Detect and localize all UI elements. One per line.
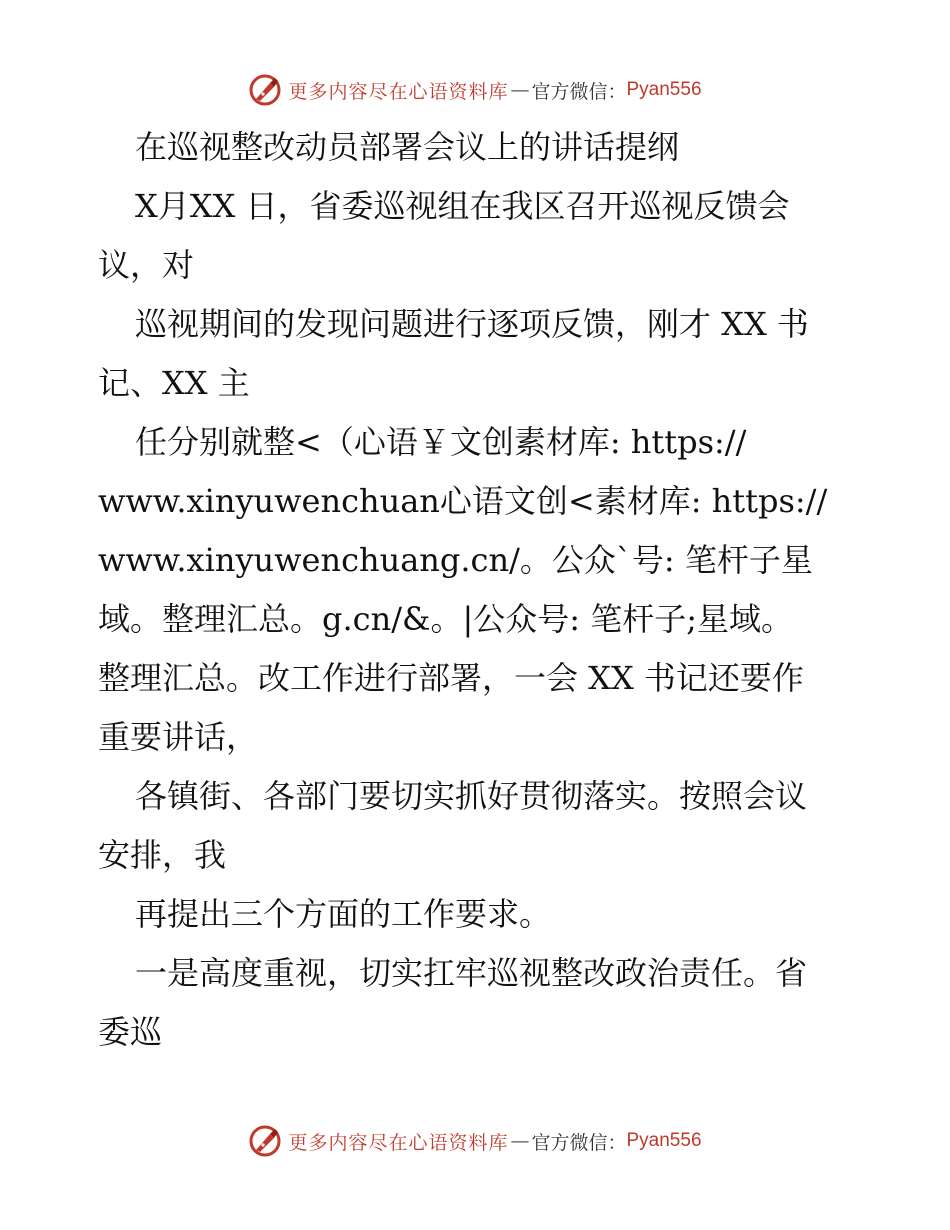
- paragraph-line: www.xinyuwenchuan心语文创<素材库: https://: [98, 482, 828, 520]
- paragraph-line: 重要讲话，: [98, 718, 259, 756]
- header-banner: [0, 70, 950, 110]
- paragraph-line: X月XX 日，省委巡视组在我区召开巡视反馈会: [135, 187, 790, 225]
- paragraph-line: 任分别就整<（心语￥文创素材库: https://: [135, 423, 747, 461]
- banner-separator: —: [510, 79, 530, 101]
- footer-banner: [0, 1121, 950, 1161]
- banner-wechat-label: 官方微信：: [531, 80, 627, 103]
- banner-slogan: 更多内容尽在心语资料库: [288, 1131, 509, 1154]
- paragraph-line: 记、XX 主: [98, 364, 250, 402]
- paragraph-line: 一是高度重视，切实扛牢巡视整改政治责任。省: [135, 954, 808, 992]
- paragraph-line: 域。整理汇总。g.cn/&。|公众号: 笔杆子;星域。: [98, 600, 793, 638]
- paragraph-line: 议，对: [98, 246, 195, 284]
- banner-separator: —: [510, 1130, 530, 1152]
- paragraph-line: 安排，我: [98, 836, 227, 874]
- paragraph-line: 再提出三个方面的工作要求。: [135, 895, 552, 933]
- pen-nib-logo-icon: [248, 73, 282, 107]
- banner-wechat-id: Pyan556: [626, 79, 702, 100]
- paragraph-line: www.xinyuwenchuang.cn/。公众`号: 笔杆子星: [98, 541, 813, 579]
- banner-wechat-id: Pyan556: [626, 1130, 702, 1151]
- paragraph-line: 委巡: [98, 1013, 163, 1051]
- document-title: 在巡视整改动员部署会议上的讲话提纲: [135, 128, 680, 166]
- banner-wechat-label: 官方微信：: [531, 1131, 627, 1154]
- pen-nib-logo-icon: [248, 1124, 282, 1158]
- banner-slogan: 更多内容尽在心语资料库: [288, 80, 509, 103]
- paragraph-line: 巡视期间的发现问题进行逐项反馈，刚才 XX 书: [135, 305, 809, 343]
- paragraph-line: 各镇街、各部门要切实抓好贯彻落实。按照会议: [135, 777, 808, 815]
- paragraph-line: 整理汇总。改工作进行部署，一会 XX 书记还要作: [98, 659, 804, 697]
